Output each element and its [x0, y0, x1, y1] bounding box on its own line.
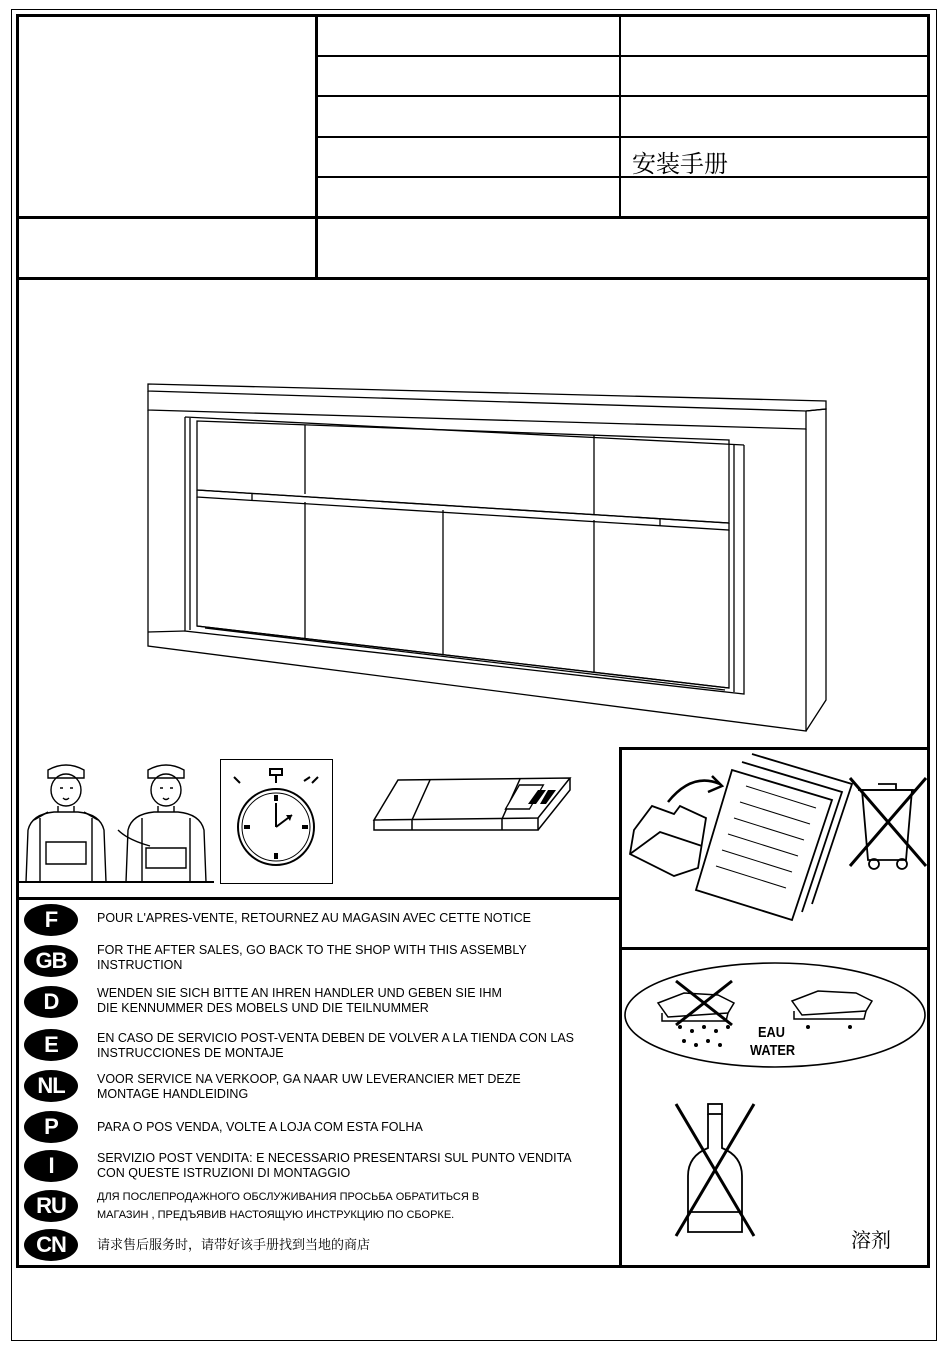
lower-right-line-2	[619, 947, 930, 950]
recycle-documents-icon	[622, 750, 928, 945]
lang-badge-nl: NL	[24, 1070, 78, 1102]
lang-badge-d: D	[24, 986, 78, 1018]
lang-text-f: POUR L'APRES-VENTE, RETOURNEZ AU MAGASIN AVEC CETTE NOTICE	[97, 911, 531, 925]
lang-text-d: WENDEN SIE SICH BITTE AN IHREN HANDLER UND GEBEN SIE IHM DIE KENNUMMER DES MOBELS UND DIE TEILNUMMER	[97, 986, 502, 1015]
lang-badge-ru: RU	[24, 1190, 78, 1222]
lang-badge-p: P	[24, 1111, 78, 1143]
lower-left-divider	[16, 897, 622, 900]
lang-badge-e: E	[24, 1029, 78, 1061]
two-workers-icon	[18, 760, 218, 890]
lang-text-i: SERVIZIO POST VENDITA: E NECESSARIO PRESENTARSI SUL PUNTO VENDITA CON QUESTE ISTRUZIONI DI MONTAGGIO	[97, 1151, 572, 1180]
lang-text-ru: ДЛЯ ПОСЛЕПРОДАЖНОГО ОБСЛУЖИВАНИЯ ПРОСЬБА ОБРАТИТЬСЯ В МАГАЗИН , ПРЕДЪЯВИВ НАСТОЯЩУЮ ИНСТРУКЦИЮ ПО СБОРКЕ.	[97, 1191, 480, 1221]
no-solvent-bottle-icon	[670, 1100, 770, 1250]
lang-text-gb: FOR THE AFTER SALES, GO BACK TO THE SHOP WITH THIS ASSEMBLY INSTRUCTION	[97, 943, 527, 972]
lang-text-nl: VOOR SERVICE NA VERKOOP, GA NAAR UW LEVERANCIER MET DEZE MONTAGE HANDLEIDING	[97, 1072, 521, 1101]
stopwatch-icon	[220, 759, 333, 884]
lang-badge-i: I	[24, 1150, 78, 1182]
package-box-icon	[370, 770, 580, 840]
lang-badge-f: F	[24, 904, 78, 936]
solvent-label-cn: 溶剂	[851, 1228, 891, 1252]
lang-text-p: PARA O POS VENDA, VOLTE A LOJA COM ESTA FOLHA	[97, 1120, 423, 1134]
water-label: WATER	[750, 1042, 796, 1059]
lang-text-cn: 请求售后服务时，请带好该手册找到当地的商店	[97, 1238, 371, 1253]
lang-badge-cn: CN	[24, 1229, 78, 1261]
eau-label: EAU	[758, 1024, 785, 1041]
lang-badge-gb: GB	[24, 945, 78, 977]
lang-text-e: EN CASO DE SERVICIO POST-VENTA DEBEN DE VOLVER A LA TIENDA CON LAS INSTRUCCIONES DE MONTAJE	[97, 1031, 575, 1060]
header-title-cn: 安装手册	[632, 150, 728, 178]
